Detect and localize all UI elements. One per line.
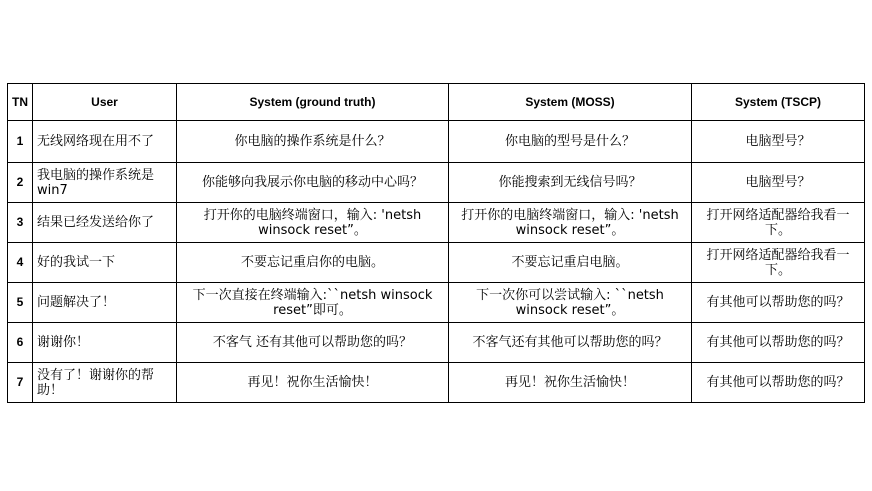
tscp-response: 电脑型号？ xyxy=(692,163,865,203)
header-row xyxy=(8,84,865,121)
moss-response: 打开你的电脑终端窗口，输入: 'netsh winsock reset”。 xyxy=(449,203,692,243)
header-moss: System (MOSS) xyxy=(449,84,692,121)
table-row xyxy=(8,121,865,163)
ground-truth-response: 打开你的电脑终端窗口，输入: 'netsh winsock reset”。 xyxy=(177,203,449,243)
dialogue-comparison-table xyxy=(7,83,865,403)
user-utterance: 好的我试一下 xyxy=(33,243,177,283)
turn-number: 4 xyxy=(8,243,33,283)
ground-truth-response: 你能够向我展示你电脑的移动中心吗？ xyxy=(177,163,449,203)
turn-number: 7 xyxy=(8,363,33,403)
table-row xyxy=(8,243,865,283)
tscp-response: 打开网络适配器给我看一下。 xyxy=(692,243,865,283)
ground-truth-response: 不客气 还有其他可以帮助您的吗？ xyxy=(177,323,449,363)
table-row xyxy=(8,323,865,363)
user-utterance: 结果已经发送给你了 xyxy=(33,203,177,243)
turn-number: 1 xyxy=(8,121,33,163)
table-row xyxy=(8,203,865,243)
header-tn: TN xyxy=(8,84,33,121)
ground-truth-response: 不要忘记重启你的电脑。 xyxy=(177,243,449,283)
tscp-response: 有其他可以帮助您的吗？ xyxy=(692,363,865,403)
moss-response: 不客气还有其他可以帮助您的吗？ xyxy=(449,323,692,363)
ground-truth-response: 再见！祝你生活愉快！ xyxy=(177,363,449,403)
user-utterance: 谢谢你！ xyxy=(33,323,177,363)
table-row xyxy=(8,363,865,403)
table-row xyxy=(8,283,865,323)
tscp-response: 有其他可以帮助您的吗？ xyxy=(692,283,865,323)
ground-truth-response: 下一次直接在终端输入:``netsh winsock reset”即可。 xyxy=(177,283,449,323)
tscp-response: 打开网络适配器给我看一下。 xyxy=(692,203,865,243)
turn-number: 2 xyxy=(8,163,33,203)
ground-truth-response: 你电脑的操作系统是什么？ xyxy=(177,121,449,163)
turn-number: 5 xyxy=(8,283,33,323)
header-tscp: System (TSCP) xyxy=(692,84,865,121)
moss-response: 下一次你可以尝试输入: ``netsh winsock reset”。 xyxy=(449,283,692,323)
user-utterance: 问题解决了！ xyxy=(33,283,177,323)
moss-response: 再见！祝你生活愉快！ xyxy=(449,363,692,403)
turn-number: 6 xyxy=(8,323,33,363)
tscp-response: 有其他可以帮助您的吗？ xyxy=(692,323,865,363)
header-ground-truth: System (ground truth) xyxy=(177,84,449,121)
user-utterance: 没有了！谢谢你的帮助！ xyxy=(33,363,177,403)
tscp-response: 电脑型号？ xyxy=(692,121,865,163)
turn-number: 3 xyxy=(8,203,33,243)
moss-response: 不要忘记重启电脑。 xyxy=(449,243,692,283)
user-utterance: 无线网络现在用不了 xyxy=(33,121,177,163)
header-user: User xyxy=(33,84,177,121)
table-row xyxy=(8,163,865,203)
moss-response: 你能搜索到无线信号吗？ xyxy=(449,163,692,203)
moss-response: 你电脑的型号是什么？ xyxy=(449,121,692,163)
user-utterance: 我电脑的操作系统是win7 xyxy=(33,163,177,203)
